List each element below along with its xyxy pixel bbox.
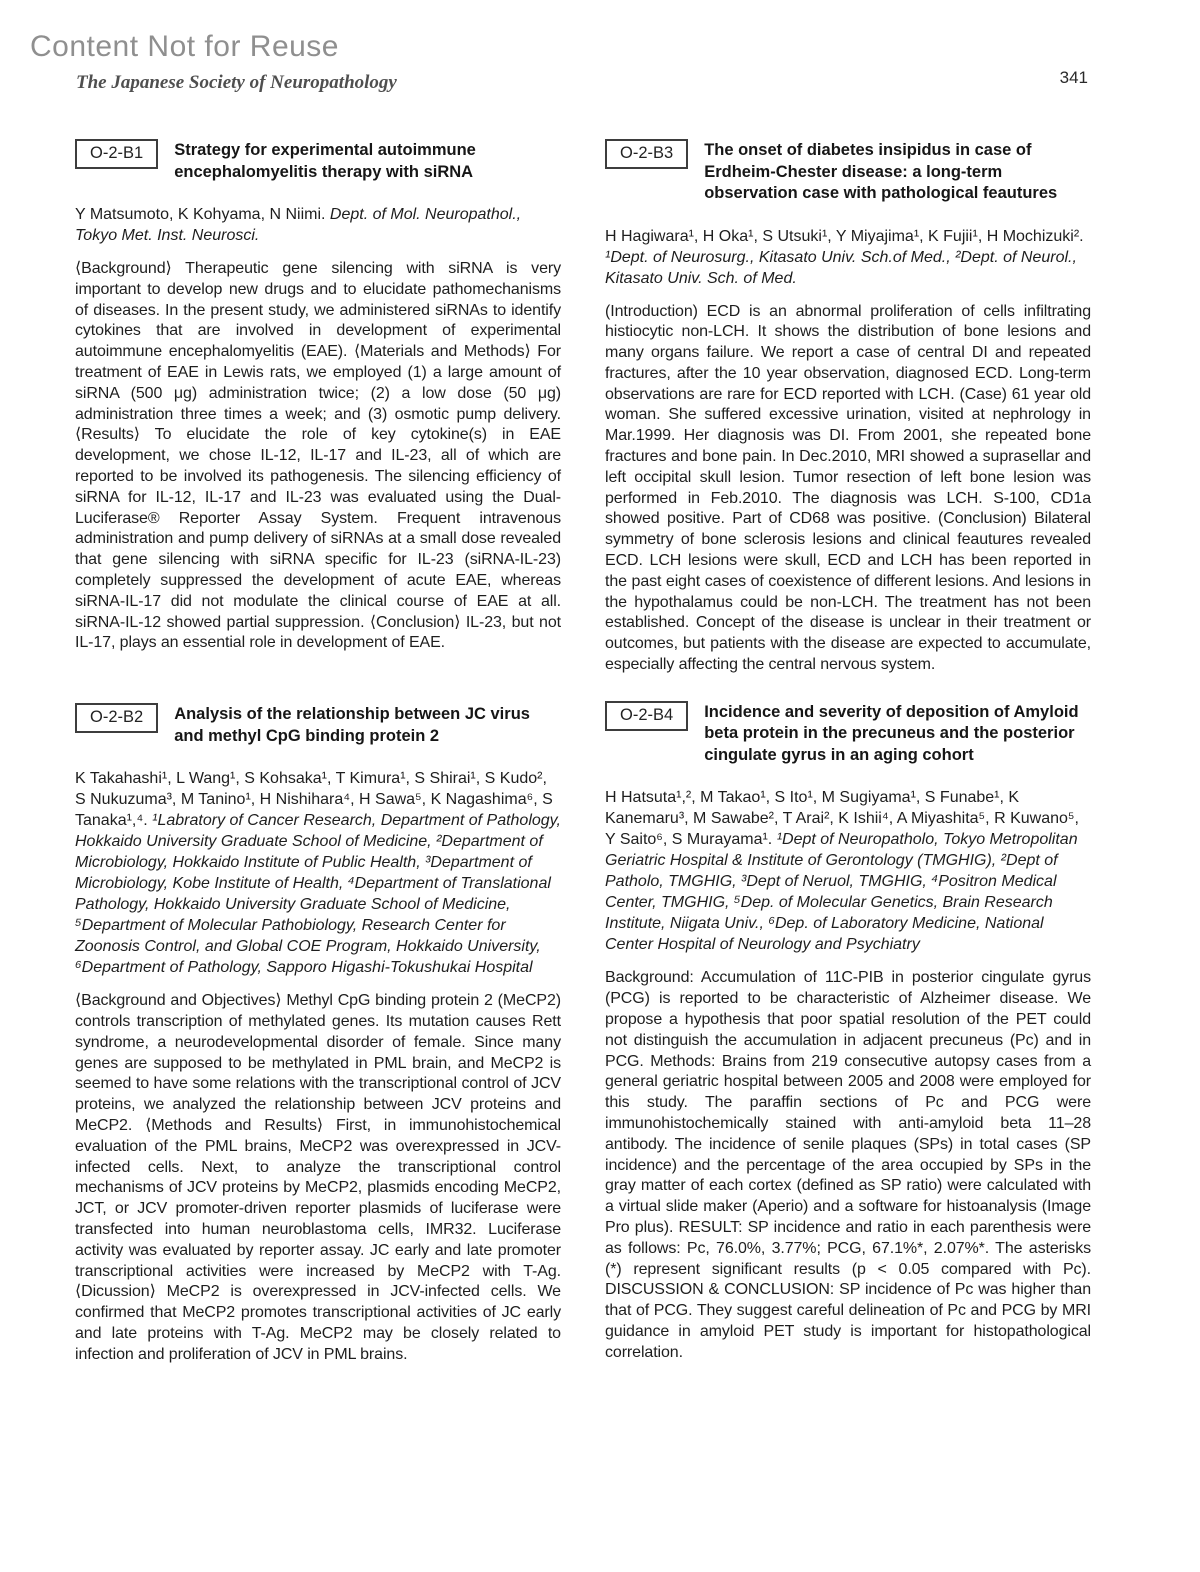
authors: H Hagiwara¹, H Oka¹, S Utsuki¹, Y Miyajima¹, K Fujii¹, H Mochizuki². — [605, 227, 1084, 245]
page-number: 341 — [1059, 68, 1088, 87]
abstract-id-badge: O-2-B3 — [605, 139, 688, 169]
abstract-o2b3 — [605, 138, 1091, 676]
left-column — [75, 138, 561, 1365]
abstract-o2b1 — [75, 138, 561, 654]
abstract-o2b2 — [75, 702, 561, 1365]
abstract-id-badge: O-2-B4 — [605, 701, 688, 731]
authors-block — [605, 787, 1091, 955]
abstract-header — [605, 700, 1091, 767]
abstract-body: ⟨Background and Objectives⟩ Methyl CpG binding protein 2 (MeCP2) controls transcription of methylated genes. Its mutation causes Rett syndrome, a neurodevelopmental disorder of female. Since many genes are supposed to be methylated in PML brain, and MeCP2 is seemed to have some relations with the transcriptional control of JCV proteins, we analyzed the relationship between JCV proteins and MeCP2. ⟨Methods and Results⟩ First, in immunohistochemical evaluation of the PML brains, MeCP2 was overexpressed in JCV-infected cells. Next, to analyze the transcriptional control mechanisms of JCV proteins by MeCP2, plasmids encoding MeCP2, JCT, or JCV promoter-driven reporter plasmids of luciferase were transfected into human neuroblastoma cells, IMR32. Luciferase activity was evaluated by reporter assay. JC early and late promoter transcriptional activities were increased by MeCP2 with T-Ag. ⟨Dicussion⟩ MeCP2 is overexpressed in JCV-infected cells. We confirmed that MeCP2 promotes transcriptional activities of JC early and late proteins with T-Ag. MeCP2 may be closely related to infection and proliferation of JCV in PML brains. — [75, 992, 561, 1363]
abstract-header — [75, 702, 561, 747]
affiliations: ¹Dept of Neuropatholo, Tokyo Metropolitan Geriatric Hospital & Institute of Gerontology (TMGHIG), ²Dept of Patholo, TMGHIG, ³Dept of Neruol, TMGHIG, ⁴Positron Medical Center, TMGHIG, ⁵Dep. of Molecular Genetics, Brain Research Institute, Niigata Univ., ⁶Dep. of Laboratory Medicine, National Center Hospital of Neurology and Psychiatry — [605, 831, 1078, 954]
abstract-title: The onset of diabetes insipidus in case of Erdheim-Chester disease: a long-term observation case with pathological feautures — [704, 141, 1058, 202]
society-name: The Japanese Society of Neuropathology — [76, 72, 397, 93]
affiliations: ¹Labratory of Cancer Research, Department of Pathology, Hokkaido University Graduate School of Medicine, ²Department of Microbiology, Hokkaido Institute of Public Health, ³Department of Microbiology, Kobe Institute of Health, ⁴Department of Translational Pathology, Hokkaido University Graduate School of Medicine, ⁵Department of Molecular Pathobiology, Research Center for Zoonosis Control, and Global COE Program, Hokkaido University, ⁶Department of Pathology, Sapporo Higashi-Tokushukai Hospital — [75, 812, 561, 977]
authors: K Takahashi¹, L Wang¹, S Kohsaka¹, T Kimura¹, S Shirai¹, S Kudo², S Nukuzuma³, M Tanino¹, H Nishihara⁴, H Sawa⁵, K Nagashima⁶, S Tanaka¹,⁴. — [75, 770, 553, 830]
abstract-header — [605, 138, 1091, 205]
abstract-header — [75, 138, 561, 183]
authors: H Hatsuta¹,², M Takao¹, S Ito¹, M Sugiyama¹, S Funabe¹, K Kanemaru³, M Sawabe², T Arai², K Ishii⁴, A Miyashita⁵, R Kuwano⁵, Y Saito⁶, S Murayama¹. — [605, 789, 1079, 849]
authors: Y Matsumoto, K Kohyama, N Niimi. — [75, 206, 330, 223]
abstract-id-badge: O-2-B1 — [75, 139, 158, 169]
abstract-body: ⟨Background⟩ Therapeutic gene silencing with siRNA is very important to develop new drugs and to elucidate pathomechanisms of diseases. In the present study, we administered siRNAs to identify cytokines that are involved in development of experimental autoimmune encephalomyelitis (EAE). ⟨Materials and Methods⟩ For treatment of EAE in Lewis rats, we employed (1) a large amount of siRNA (500 μg) administration twice; (2) a low dose (50 μg) administration three times a week; and (3) osmotic pump delivery. ⟨Results⟩ To elucidate the role of key cytokine(s) in EAE development, we chose IL-12, IL-17 and IL-23, all of which are reported to be involved its pathogenesis. The silencing efficiency of siRNA for IL-12, IL-17 and IL-23 was evaluated using the Dual-Luciferase® Reporter Assay System. Frequent intravenous administration and pump delivery of siRNAs at a small dose revealed that gene silencing with siRNA specific for IL-23 (siRNA-IL-23) completely suppressed the development of acute EAE, whereas siRNA-IL-17 did not modulate the clinical course of EAE at all. siRNA-IL-12 showed partial suppression. ⟨Conclusion⟩ IL-23, but not IL-17, plays an essential role in development of EAE. — [75, 260, 561, 652]
abstract-id-badge: O-2-B2 — [75, 703, 158, 733]
abstract-o2b4 — [605, 700, 1091, 1364]
abstract-title: Analysis of the relationship between JC virus and methyl CpG binding protein 2 — [174, 705, 530, 745]
abstract-body: Background: Accumulation of 11C-PIB in posterior cingulate gyrus (PCG) is reported to be characteristic of Alzheimer disease. We propose a hypothesis that poor spatial resolution of the PET could not distinguish the accumulation in adjacent precuneus (Pc) and in PCG. Methods: Brains from 219 consecutive autopsy cases from a general geriatric hospital between 2005 and 2008 were employed for this study. The paraffin sections of Pc and PCG were immunohistochemically stained with anti-amyloid beta 11–28 antibody. The incidence of senile plaques (SPs) in total cases (SP incidence) and the percentage of the area occupied by SPs in the gray matter of each cortex (defined as SP ratio) were calculated with a virtual slide maker (Aperio) and a software for histoanalysis (Image Pro plus). RESULT: SP incidence and ratio in each parenthesis were as follows: Pc, 76.0%, 3.77%; PCG, 67.1%*, 2.07%*. The asterisks (*) represent significant results (p < 0.05 compared with Pc). DISCUSSION & CONCLUSION: SP incidence of Pc was higher than that of PCG. They suggest careful delineation of Pc and PCG by MRI guidance in amyloid PET study is important for histopathological correlation. — [605, 969, 1091, 1361]
abstract-title: Strategy for experimental autoimmune encephalomyelitis therapy with siRNA — [174, 141, 476, 181]
authors-block — [75, 768, 561, 978]
authors-block — [605, 226, 1091, 289]
watermark-text: Content Not for Reuse — [30, 30, 339, 63]
right-column — [605, 138, 1091, 1363]
affiliations: ¹Dept. of Neurosurg., Kitasato Univ. Sch.of Med., ²Dept. of Neurol., Kitasato Univ. Sch. of Med. — [605, 248, 1077, 287]
abstract-title: Incidence and severity of deposition of Amyloid beta protein in the precuneus and the posterior cingulate gyrus in an aging cohort — [704, 702, 1079, 764]
abstract-body: (Introduction) ECD is an abnormal proliferation of cells infiltrating histiocytic non-LCH. It shows the distribution of bone lesions and many organs failure. We report a case of central DI and repeated fractures, after the 10 year observation, diagnosed ECD. Long-term observations are rare for ECD reported with LCH. (Case) 61 year old woman. She suffered excessive urination, visited at nephrology in Mar.1999. Her diagnosis was DI. From 2001, she repeated bone fractures and bone pain. In Dec.2010, MRI showed a suprasellar and left occipital skull lesion. Tumor resection of left bone lesion was performed in Feb.2010. The diagnosis was LCH. S-100, CD1a showed positive. Part of CD68 was positive. (Conclusion) Bilateral symmetry of bone sclerosis lesions and clinical feautures revealed ECD. LCH lesions were skull, ECD and LCH has been reported in the past eight cases of coexistence of different lesions. And lesions in the hypothalamus could be non-LCH. The treatment has not been established. Concept of the disease is unclear in their treatment or outcomes, but patients with the disease are expected to accumulate, especially affecting the central nervous system. — [605, 302, 1091, 674]
affiliations: Dept. of Mol. Neuropathol., Tokyo Met. Inst. Neurosci. — [75, 206, 522, 244]
authors-block — [75, 204, 561, 246]
